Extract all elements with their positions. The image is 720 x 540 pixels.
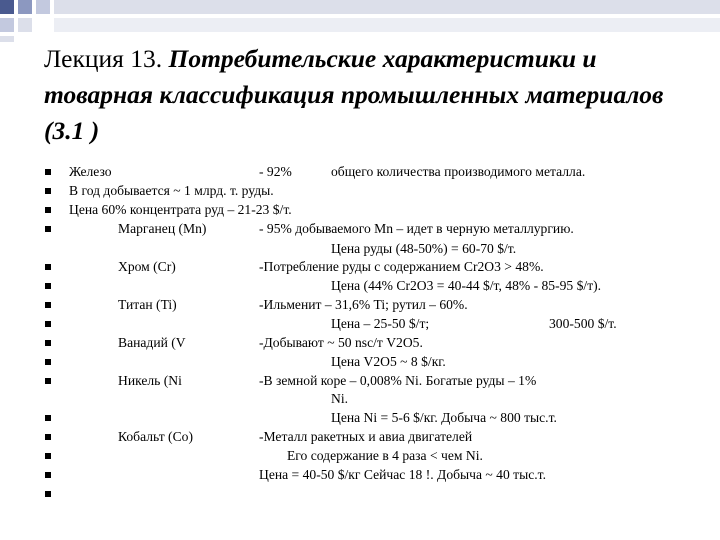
list-line-col-a: Кобальт (Co) [118,429,193,444]
bullet-icon [45,169,51,175]
bullet-icon [45,415,51,421]
deco-square [0,36,14,42]
deco-square [0,18,14,32]
deco-band [54,0,720,14]
bullet-icon [45,264,51,270]
list-line-col-a: Ванадий (V [118,335,186,350]
list-line-col-a: В год добывается ~ 1 млрд. т. руды. [69,183,274,198]
list-line-col-b: -Ильменит – 31,6% Ti; рутил – 60%. [259,297,468,312]
list-line-col-a: Цена 60% концентрата руд – 21-23 $/т. [69,202,292,217]
bullet-icon [45,188,51,194]
bullet-icon [45,378,51,384]
decorative-header-squares [0,0,720,42]
list-line-col-e: Его содержание в 4 раза < чем Ni. [287,448,483,463]
list-line-col-b: -В земной коре – 0,008% Ni. Богатые руды – 1% [259,373,537,388]
bullet-icon [45,283,51,289]
list-line-col-c: Цена V2O5 ~ 8 $/кг. [331,354,446,369]
list-line-col-b: Цена = 40-50 $/кг Сейчас 18 !. Добыча ~ 40 тыс.т. [259,467,547,482]
bullet-icon [45,340,51,346]
list-line-col-d: 300-500 $/т. [549,316,617,331]
deco-square [36,0,50,14]
list-line-col-a: Марганец (Mn) [118,221,207,236]
list-line-col-b: - 92% [259,164,292,179]
bullet-icon [45,359,51,365]
deco-square [18,0,32,14]
deco-square [0,0,14,14]
list-line-col-a: Никель (Ni [118,373,182,388]
list-line-col-b: - 95% добываемого Mn – идет в черную металлургию. [259,221,574,236]
bullet-icon [45,321,51,327]
bullet-icon [45,472,51,478]
deco-band [54,18,720,32]
list-line-col-c: общего количества производимого металла. [331,164,586,179]
list-line-col-a: Титан (Ti) [118,297,177,312]
list-line-col-b: -Добывают ~ 50 nsc/т V2O5. [259,335,423,350]
title-plain: Лекция 13. [44,44,169,73]
list-line-col-b: -Потребление руды с содержанием Cr2O3 > 48%. [259,259,544,274]
list-line-col-c: Ni. [331,391,348,406]
list-line-col-c: Цена Ni = 5-6 $/кг. Добыча ~ 800 тыс.т. [331,410,557,425]
deco-square [18,18,32,32]
bullet-icon [45,434,51,440]
bullet-icon [45,302,51,308]
bullet-icon [45,491,51,497]
list-line-col-a: Железо [69,164,112,179]
list-line-col-c: Цена – 25-50 $/т; [331,316,430,331]
list-line-col-a: Хром (Cr) [118,259,176,274]
list-line-col-c: Цена руды (48-50%) = 60-70 $/т. [331,241,517,256]
title-emphasis: Потребительские характеристики и товарная классификация промышленных материалов (3.1 ) [44,44,664,145]
slide-title [44,41,684,149]
bullet-icon [45,207,51,213]
bullet-icon [45,226,51,232]
list-line-col-c: Цена (44% Cr2O3 = 40-44 $/т, 48% - 85-95 $/т). [331,278,602,293]
bullet-icon [45,453,51,459]
list-line-col-b: -Металл ракетных и авиа двигателей [259,429,473,444]
